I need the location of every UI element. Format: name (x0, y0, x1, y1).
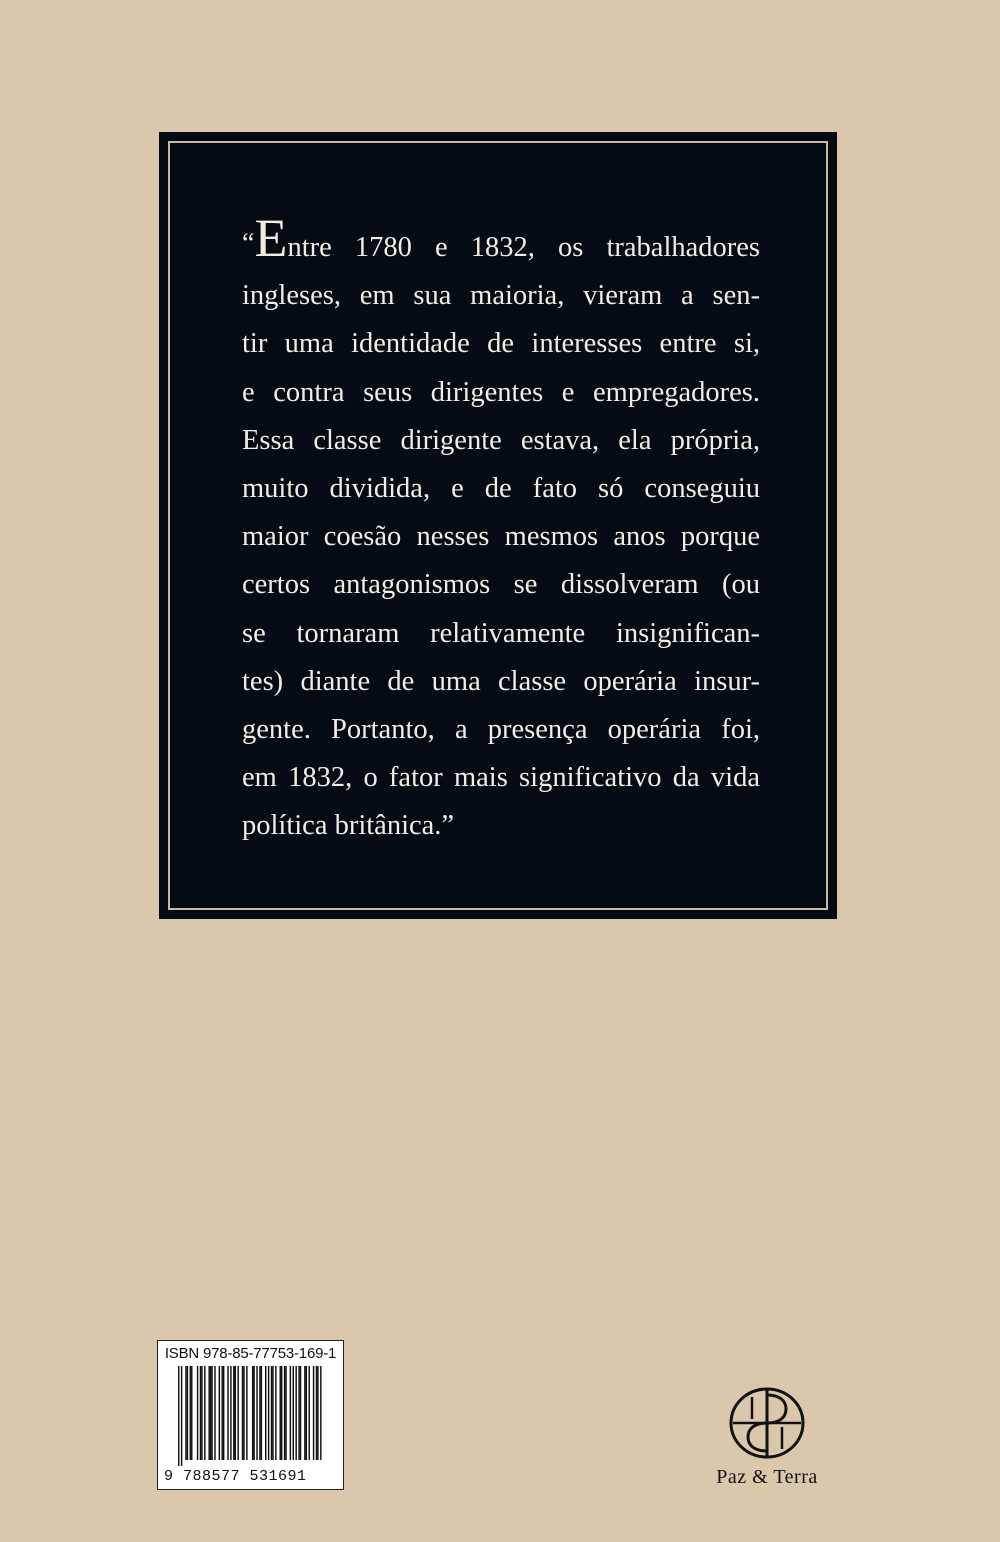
barcode-bar (230, 1366, 231, 1460)
barcode-bar (252, 1366, 253, 1460)
barcode-bar (268, 1366, 269, 1460)
barcode-bar (185, 1366, 186, 1460)
barcode-bar (316, 1366, 317, 1460)
barcode-bar (293, 1366, 294, 1460)
barcode-bar (223, 1366, 224, 1460)
barcode-bar (295, 1366, 296, 1460)
barcode-bar (219, 1366, 220, 1460)
barcode-bar (259, 1366, 260, 1460)
barcode-bar (208, 1366, 209, 1460)
barcode-bar (280, 1366, 281, 1460)
quote-line-8: certos antagonismos se dissolveram (ou (242, 569, 760, 601)
barcode-bar (243, 1366, 244, 1460)
barcode-bar (320, 1366, 321, 1460)
quote-line-7: maior coesão nesses mesmos anos porque (242, 521, 760, 553)
barcode-bar (317, 1366, 318, 1460)
barcode-bar (309, 1366, 310, 1460)
barcode-bar (298, 1366, 299, 1460)
quote-line-10: tes) diante de uma classe operária insur- (242, 665, 760, 697)
barcode-bars (178, 1366, 328, 1466)
barcode-bar (181, 1366, 182, 1466)
barcode-bar (210, 1366, 211, 1460)
quote-line-6: muito dividida, e de fato só conseguiu (242, 472, 760, 504)
paz-e-terra-monogram-icon (722, 1383, 812, 1463)
barcode-bar (190, 1366, 191, 1460)
barcode-bar (211, 1366, 212, 1460)
quote-initial: E (254, 208, 288, 268)
barcode-bar (306, 1366, 307, 1460)
quote-line-5: Essa classe dirigente estava, ela própria, (242, 424, 760, 456)
barcode-bar (197, 1366, 198, 1460)
isbn-label: ISBN 978-85-77753-169-1 (164, 1345, 337, 1362)
barcode-bar (300, 1366, 301, 1460)
barcode-bar (235, 1366, 236, 1460)
open-quote-mark: “ (242, 228, 255, 259)
barcode-bar (284, 1366, 285, 1460)
barcode-bar (285, 1366, 286, 1460)
barcode-bar (187, 1366, 188, 1460)
barcode-bar (253, 1366, 254, 1460)
barcode-bar (201, 1366, 202, 1460)
quote-line-3: tir uma identidade de interesses entre si, (242, 328, 760, 360)
quote-text (242, 208, 760, 850)
barcode-bar (191, 1366, 192, 1460)
quote-line-text: ntre 1780 e 1832, os trabalhadores (287, 232, 760, 263)
quote-line-11: gente. Portanto, a presença operária foi, (242, 713, 760, 745)
quote-box (159, 132, 837, 919)
barcode-bar (256, 1366, 257, 1460)
quote-line-9: se tornaram relativamente insignifican- (242, 617, 760, 649)
publisher-name: Paz & Terra (716, 1466, 818, 1488)
barcode-bar (290, 1366, 291, 1460)
quote-line-1 (242, 208, 760, 272)
barcode-digits: 9 788577 531691 (164, 1468, 307, 1485)
barcode-bar (204, 1366, 205, 1460)
barcode-bar (222, 1366, 223, 1460)
barcode-bar (233, 1366, 234, 1460)
isbn-barcode (157, 1340, 344, 1490)
quote-line-2: ingleses, em sua maioria, vieram a sen- (242, 280, 760, 312)
barcode-bar (246, 1366, 247, 1460)
barcode-bar (237, 1366, 238, 1460)
barcode-bar (275, 1366, 276, 1460)
barcode-bar (261, 1366, 262, 1460)
barcode-bar (178, 1366, 179, 1466)
barcode-bar (304, 1366, 305, 1460)
barcode-bar (313, 1366, 314, 1460)
barcode-bar (271, 1366, 272, 1460)
barcode-bar (214, 1366, 215, 1460)
quote-line-4: e contra seus dirigentes e empregadores. (242, 376, 760, 408)
barcode-bar (265, 1366, 266, 1460)
barcode-bar (227, 1366, 228, 1460)
barcode-bar (272, 1366, 273, 1460)
barcode-bar (242, 1366, 243, 1460)
barcode-bar (200, 1366, 201, 1460)
barcode-bar (281, 1366, 282, 1460)
quote-line-13: política britânica.” (242, 810, 455, 842)
quote-line-12: em 1832, o fator mais significativo da vida (242, 762, 760, 794)
